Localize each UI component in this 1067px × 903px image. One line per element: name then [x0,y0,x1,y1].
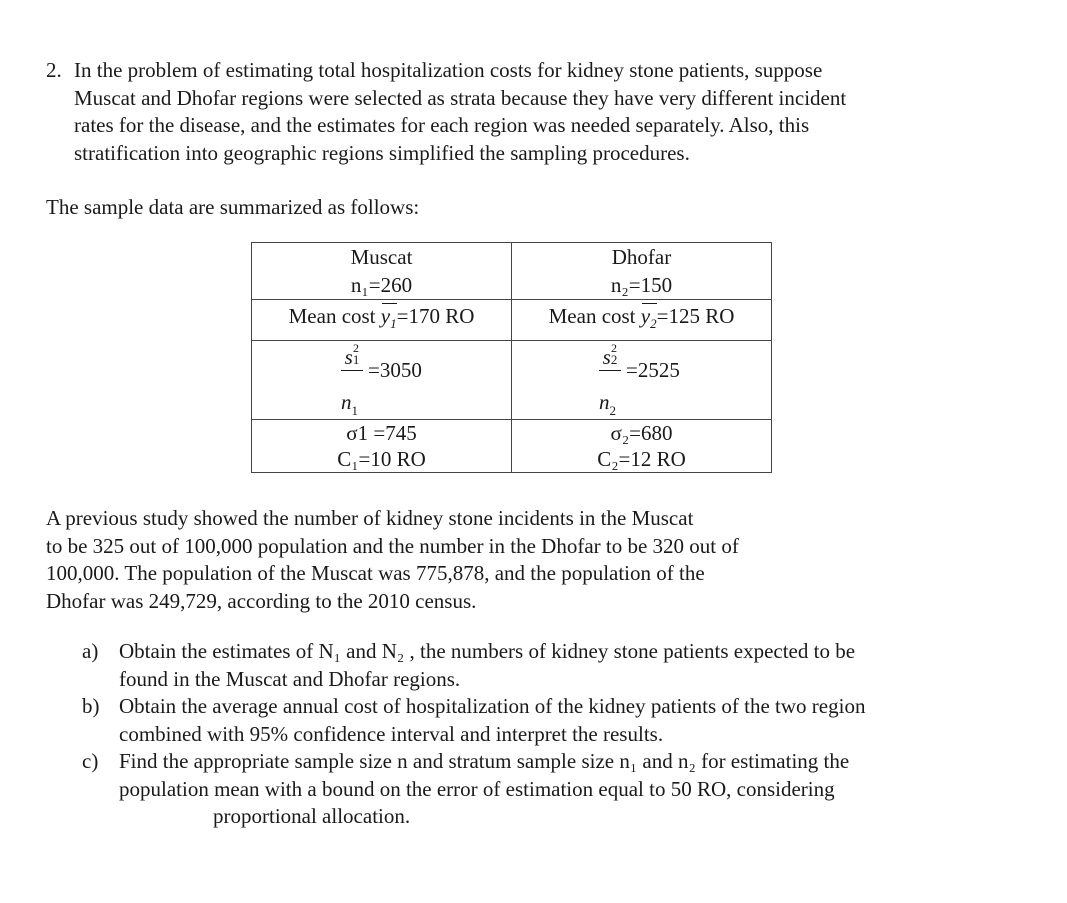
item-line: combined with 95% confidence interval and interpret the results. [119,721,664,746]
muscat-mean-label: Mean cost [288,304,376,328]
question-line: In the problem of estimating total hospitalization costs for kidney stone patients, suppose [74,58,823,82]
item-label: a) [82,639,99,663]
dhofar-header-cell [512,243,772,300]
muscat-s-squared: s 2 1 [341,347,363,371]
sub-questions-list [82,638,1042,831]
sample-data-table [251,242,772,473]
dhofar-cost: C₂=12 RO [597,447,686,471]
muscat-sample-size: n₁=260 [350,273,413,297]
table-row [252,341,772,420]
muscat-sigma-cost-cell [252,420,512,473]
dhofar-name: Dhofar [611,245,672,269]
dhofar-mean-cell [512,300,772,341]
question-line: rates for the disease, and the estimates for each region was needed separately. Also, this [74,113,810,137]
table-row [252,420,772,473]
question-number: 2. [46,58,62,82]
dhofar-sigma-cost-cell [512,420,772,473]
muscat-name: Muscat [350,245,413,269]
muscat-mean-value: =170 RO [396,304,475,328]
dhofar-mean-symbol: $y_2$ [641,300,657,340]
paragraph-line: A previous study showed the number of kidney stone incidents in the Muscat [46,506,694,530]
paragraph-line: Dhofar was 249,729, according to the 2010 census. [46,588,477,613]
table-intro: The sample data are summarized as follows: [46,195,420,219]
dhofar-mean-value: =125 RO [656,304,735,328]
item-line: Obtain the estimates of N₁ and N₂ , the numbers of kidney stone patients expected to be [119,639,856,663]
paragraph-line: to be 325 out of 100,000 population and the number in the Dhofar to be 320 out of [46,533,739,558]
table-row [252,243,772,300]
muscat-variance-value: =3050 [368,358,422,382]
paragraph-line: 100,000. The population of the Muscat was 775,878, and the population of the [46,561,705,585]
item-label: b) [82,694,100,718]
list-item [82,748,1042,831]
muscat-cost: C₁=10 RO [337,447,426,471]
dhofar-variance-value: =2525 [626,358,680,382]
question-block [46,57,1006,167]
muscat-mean-symbol: $y_1$ [381,300,397,340]
table-row [252,300,772,341]
muscat-header-cell [252,243,512,300]
dhofar-n-denominator: $n_2$ [599,390,616,418]
previous-study-paragraph [46,505,739,615]
item-label: c) [82,749,99,773]
dhofar-s-squared: s 2 2 [599,347,621,371]
muscat-sigma: σ1 =745 [346,421,417,445]
item-line: Obtain the average annual cost of hospitalization of the kidney patients of the two region [119,694,866,718]
question-line: Muscat and Dhofar regions were selected as strata because they have very different incident [74,85,847,110]
dhofar-mean-label: Mean cost [548,304,636,328]
muscat-variance-cell [252,341,512,420]
dhofar-sigma: σ₂=680 [610,421,673,445]
item-line: proportional allocation. [213,804,411,828]
muscat-n-denominator: $n_1$ [341,390,358,418]
item-line: population mean with a bound on the error of estimation equal to 50 RO, considering [119,776,835,801]
question-line: stratification into geographic regions simplified the sampling procedures. [74,140,690,165]
muscat-mean-cell [252,300,512,341]
item-line: found in the Muscat and Dhofar regions. [119,666,461,691]
list-item [82,693,1042,748]
dhofar-variance-cell [512,341,772,420]
item-line: Find the appropriate sample size n and stratum sample size n₁ and n₂ for estimating the [119,749,850,773]
list-item [82,638,1042,693]
dhofar-sample-size: n₂=150 [610,273,673,297]
